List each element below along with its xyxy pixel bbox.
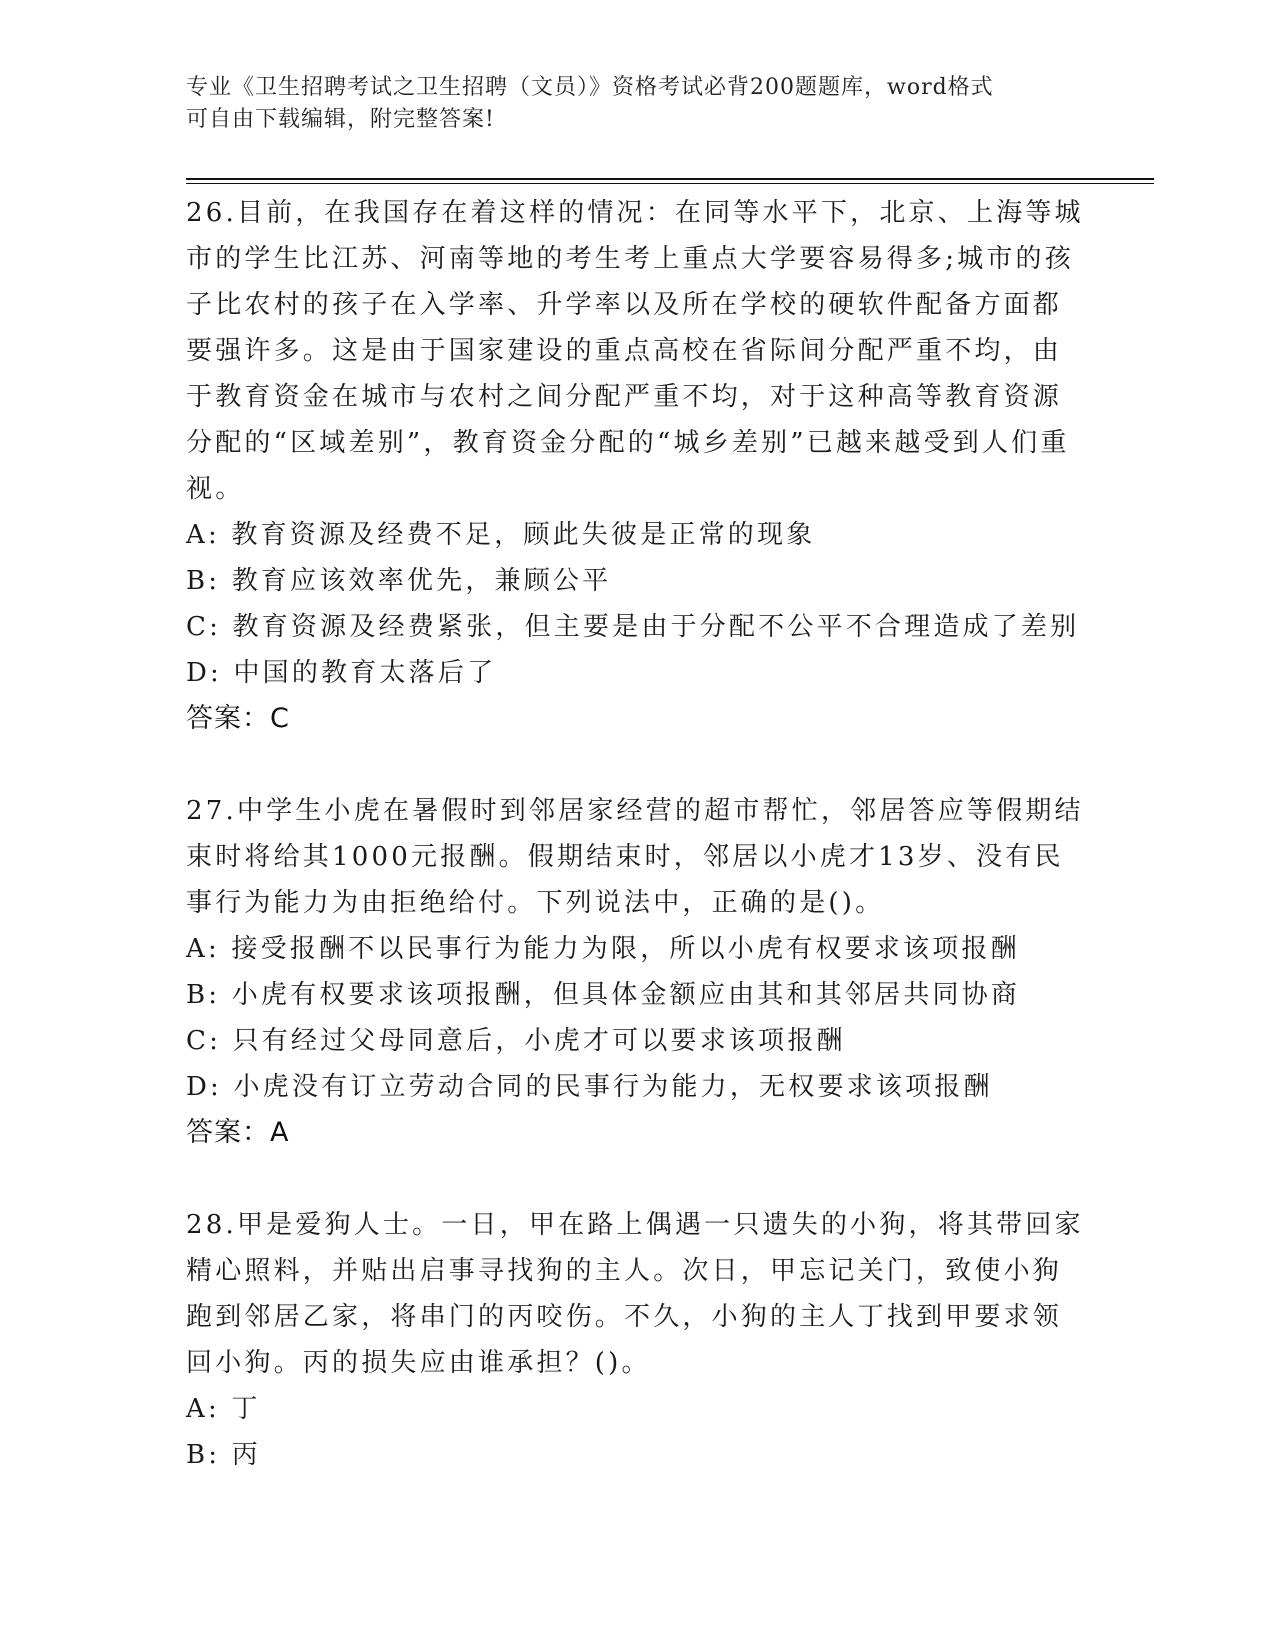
question-26 [186, 190, 1086, 742]
header-line-2: 可自由下载编辑，附完整答案! [186, 107, 495, 132]
question-stem: 27.中学生小虎在暑假时到邻居家经营的超市帮忙，邻居答应等假期结束时将给其1000元报酬。假期结束时，邻居以小虎才13岁、没有民事行为能力为由拒绝给付。下列说法中，正确的是()。 [186, 796, 1084, 918]
option-a: A: 教育资源及经费不足，顾此失彼是正常的现象 [186, 520, 816, 550]
question-stem: 28.甲是爱狗人士。一日，甲在路上偶遇一只遗失的小狗，将其带回家精心照料，并贴出启事寻找狗的主人。次日，甲忘记关门，致使小狗跑到邻居乙家，将串门的丙咬伤。不久，小狗的主人丁找到甲要求领回小狗。丙的损失应由谁承担？()。 [186, 1210, 1084, 1378]
option-b: B: 小虎有权要求该项报酬，但具体金额应由其和其邻居共同协商 [186, 980, 1021, 1010]
answer: 答案：A [186, 1117, 290, 1148]
question-stem: 26.目前，在我国存在着这样的情况：在同等水平下，北京、上海等城市的学生比江苏、河南等地的考生考上重点大学要容易得多;城市的孩子比农村的孩子在入学率、升学率以及所在学校的硬软件配备方面都要强许多。这是由于国家建设的重点高校在省际间分配严重不均，由于教育资金在城市与农村之间分配严重不均，对于这种高等教育资源分配的“区域差别”，教育资金分配的“城乡差别”已越来越受到人们重视。 [186, 198, 1084, 504]
question-list [186, 190, 1086, 1478]
header-divider-thick [186, 178, 1154, 180]
question-28 [186, 1202, 1086, 1478]
option-d: D: 小虎没有订立劳动合同的民事行为能力，无权要求该项报酬 [186, 1072, 993, 1102]
document-header [186, 72, 1086, 136]
question-27 [186, 788, 1086, 1156]
header-divider-thin [186, 183, 1154, 184]
option-c: C: 教育资源及经费紧张，但主要是由于分配不公平不合理造成了差别 [186, 612, 1080, 642]
option-b: B: 教育应该效率优先，兼顾公平 [186, 566, 612, 596]
option-d: D: 中国的教育太落后了 [186, 658, 497, 688]
header-line-1: 专业《卫生招聘考试之卫生招聘（文员）》资格考试必背200题题库，word格式 [186, 75, 994, 100]
option-a: A: 丁 [186, 1394, 261, 1424]
answer: 答案：C [186, 703, 290, 734]
option-a: A: 接受报酬不以民事行为能力为限，所以小虎有权要求该项报酬 [186, 934, 1020, 964]
option-b: B: 丙 [186, 1440, 261, 1470]
option-c: C: 只有经过父母同意后，小虎才可以要求该项报酬 [186, 1026, 846, 1056]
